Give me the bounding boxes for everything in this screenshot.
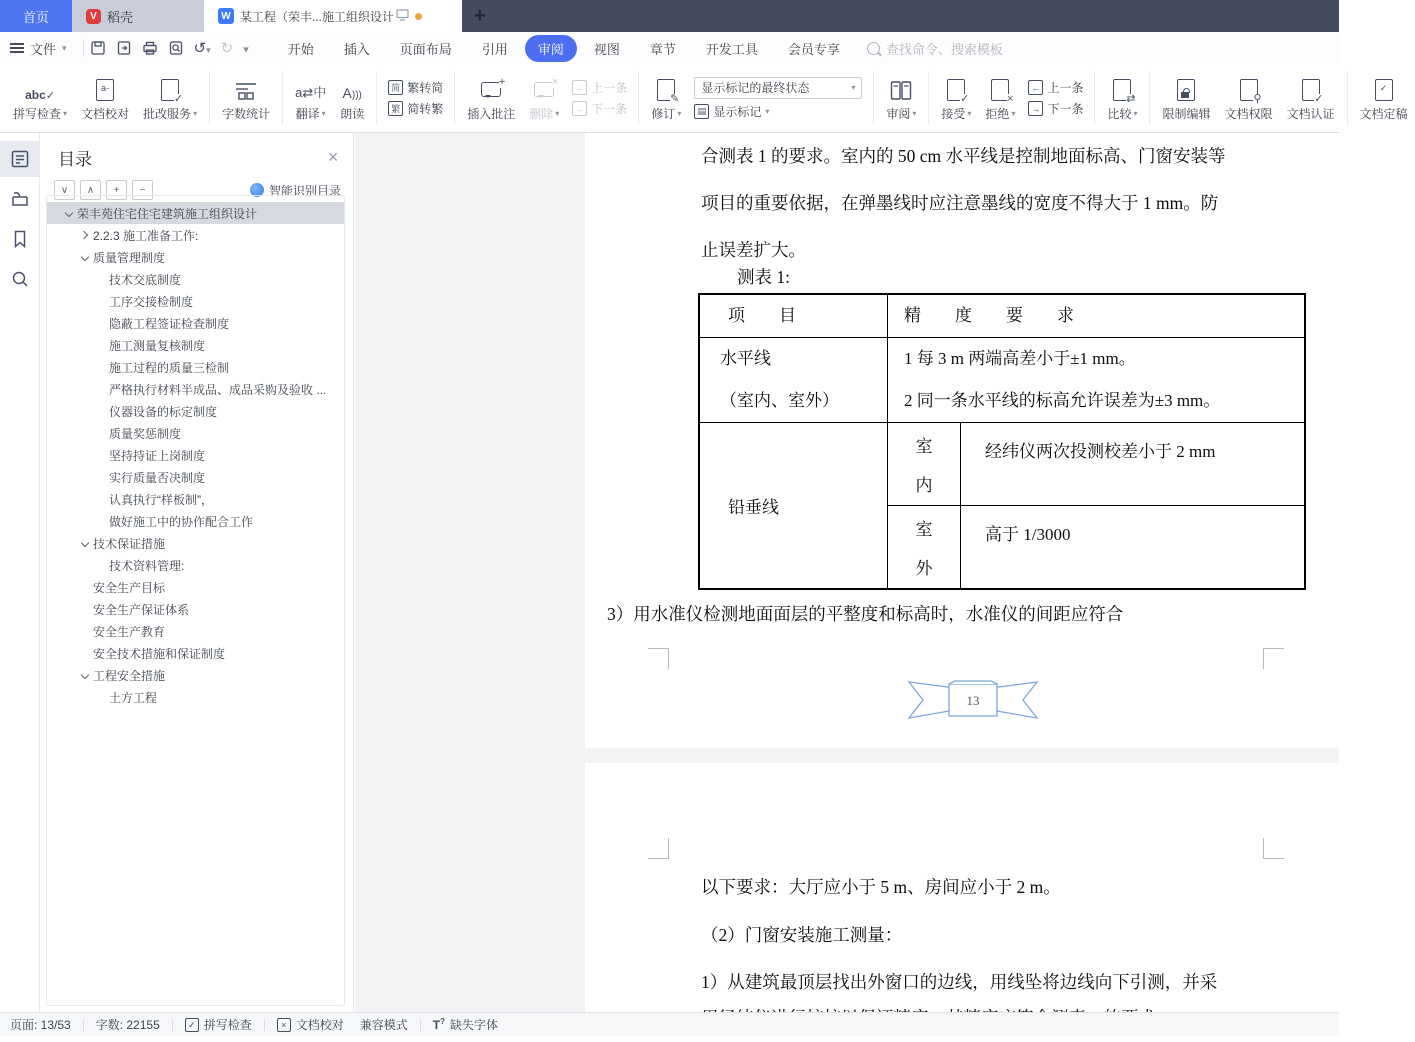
table-cell: 1 每 3 m 两端高差小于±1 mm。 (904, 349, 1136, 368)
toc-panel (40, 133, 354, 1012)
menu-review[interactable]: 审阅 (525, 35, 577, 62)
document-page-14[interactable] (585, 763, 1339, 1012)
restrict-editing-icon (1177, 75, 1195, 101)
undo-icon[interactable]: ↺▾ (193, 39, 211, 57)
monitor-icon[interactable] (396, 9, 409, 24)
status-doc-proofing[interactable]: × 文档校对 (277, 1016, 344, 1033)
rail-bookmark-button[interactable] (0, 221, 40, 257)
toc-collapse-level-button[interactable]: − (132, 180, 153, 200)
toc-item-label: 安全生产教育 (93, 624, 166, 639)
insert-comment-icon: + (481, 75, 501, 101)
toc-item[interactable] (47, 554, 344, 576)
spell-check-icon: abc ✓ (25, 87, 55, 102)
page-indicator[interactable]: 页面: 13/53 (10, 1018, 71, 1032)
toc-item-label: 实行质量否决制度 (109, 470, 206, 485)
toc-item[interactable] (47, 620, 344, 642)
toc-item[interactable] (47, 268, 344, 290)
toc-item-label: 坚持持证上岗制度 (109, 448, 206, 463)
menu-items (275, 35, 853, 62)
next-change-button[interactable]: → 下一条 (1028, 100, 1083, 117)
toc-item[interactable] (47, 488, 344, 510)
table-cell: 室 外 (888, 506, 961, 588)
table-cell: 2 同一条水平线的标高允许误差为±3 mm。 (904, 391, 1221, 410)
rail-search-button[interactable] (0, 261, 40, 297)
toc-item-label: 安全生产保证体系 (93, 602, 190, 617)
menu-start[interactable]: 开始 (287, 41, 314, 57)
toc-item[interactable] (47, 334, 344, 356)
toc-item-label: 质量奖惩制度 (109, 426, 182, 441)
toc-item-label: 技术保证措施 (93, 536, 166, 551)
toc-item[interactable] (47, 312, 344, 334)
toc-item[interactable] (47, 466, 344, 488)
toc-item-label: 施工测量复核制度 (109, 338, 206, 353)
toc-item[interactable] (47, 686, 344, 708)
export-pdf-icon[interactable] (116, 40, 132, 56)
toc-item[interactable] (47, 444, 344, 466)
file-menu[interactable]: 文件 (30, 41, 57, 57)
prev-change-icon: ← (1028, 80, 1043, 95)
chevron-down-icon[interactable] (63, 206, 77, 220)
paragraph: 1）从建筑最顶层找出外窗口的边线，用线坠将边线向下引测，并采 (701, 972, 1218, 992)
translate-icon: a⇄中 (295, 84, 327, 100)
wps-writer-icon: W (218, 8, 234, 24)
print-icon[interactable] (142, 40, 158, 56)
doc-proofing-status-icon: × (277, 1018, 291, 1032)
delete-comment-button[interactable]: × 删除 ▾ (529, 75, 560, 121)
toc-item-label: 荣丰苑住宅住宅建筑施工组织设计 (77, 206, 258, 221)
missing-font-indicator[interactable]: T? 缺失字体 (432, 1017, 499, 1032)
window-tab-bar (0, 0, 1339, 32)
menu-section[interactable]: 章节 (649, 41, 676, 57)
smart-recognize-toc-button[interactable]: 智能识别目录 (250, 182, 341, 199)
traditional-char-icon: 繁 (388, 101, 403, 116)
paragraph: 止误差扩大。 (701, 240, 806, 260)
find-icon (10, 269, 30, 289)
doc-certify-button[interactable]: ✓ 文档认证 (1280, 75, 1342, 122)
table-caption: 测表 1: (737, 267, 790, 287)
search-icon (867, 42, 880, 55)
new-tab-button[interactable]: + (474, 4, 486, 27)
chevron-right-icon[interactable] (79, 228, 93, 242)
status-bar (0, 1012, 1339, 1036)
toc-expand-level-button[interactable]: + (106, 180, 127, 200)
reject-change-icon: × (991, 75, 1009, 101)
compare-icon: ⇄ (1113, 75, 1131, 101)
word-count-button[interactable]: 字数统计 (215, 75, 277, 122)
doc-proofing-button[interactable]: a- 文档校对 (74, 75, 136, 122)
save-icon[interactable] (90, 40, 106, 56)
status-spell-check[interactable]: ✓ 拼写检查 (185, 1016, 252, 1033)
read-aloud-button[interactable]: A ))) 朗读 (333, 75, 371, 122)
spell-check-status-icon: ✓ (185, 1018, 199, 1032)
table-cell: 铅垂线 (728, 498, 779, 517)
print-preview-icon[interactable] (168, 40, 184, 56)
toc-item[interactable] (47, 510, 344, 532)
tray-icon (10, 189, 30, 209)
menu-dev-tools[interactable]: 开发工具 (705, 41, 758, 57)
menu-insert[interactable]: 插入 (343, 41, 370, 57)
toc-item-label: 工程安全措施 (93, 668, 166, 683)
word-count-icon (235, 75, 257, 101)
table-cell: 室 内 (888, 423, 961, 505)
margin-corner-mark (648, 838, 669, 859)
toc-item[interactable] (47, 246, 344, 268)
toc-item[interactable] (47, 422, 344, 444)
paragraph: 项目的重要依据，在弹墨线时应注意墨线的宽度不得大于 1 mm。防 (701, 193, 1219, 213)
review-panel-button[interactable]: 审阅 ▾ (879, 75, 923, 122)
hamburger-menu-icon[interactable] (10, 41, 24, 56)
toc-item-label: 工序交接检制度 (109, 294, 194, 309)
toc-expand-all-button[interactable]: ∨ (54, 180, 75, 200)
insert-comment-button[interactable]: + 插入批注 (467, 75, 516, 121)
review-panel-icon (890, 75, 912, 101)
doc-permission-icon: ⚲ (1240, 75, 1258, 101)
margin-corner-mark (648, 648, 669, 669)
toc-item[interactable] (47, 400, 344, 422)
unsaved-indicator-dot (415, 13, 422, 20)
toc-item-label: 认真执行“样板制”， (109, 492, 213, 507)
track-changes-icon: ✎ (657, 75, 675, 101)
paragraph: 3）用水准仪检测地面面层的平整度和标高时，水准仪的间距应符合 (607, 604, 1124, 624)
toc-item-label: 隐蔽工程签证检查制度 (109, 316, 230, 331)
margin-corner-mark (1263, 648, 1284, 669)
reject-change-button[interactable]: × 拒绝 ▾ (978, 75, 1022, 122)
doc-certify-icon: ✓ (1302, 75, 1320, 101)
prev-comment-icon: ← (572, 80, 587, 95)
next-comment-button[interactable]: → 下一条 (572, 100, 627, 117)
compare-button[interactable]: ⇄ 比较 ▾ (1100, 75, 1144, 122)
simplified-char-icon: 简 (388, 80, 403, 95)
toc-item[interactable] (47, 202, 344, 224)
toc-item-label: 安全技术措施和保证制度 (93, 646, 226, 661)
table-cell: 水平线 (720, 349, 771, 368)
accept-change-button[interactable]: ✓ 接受 ▾ (934, 75, 978, 122)
previous-change-button[interactable]: ← 上一条 (1028, 79, 1083, 96)
correction-service-icon: ✓ (161, 75, 179, 101)
toc-item[interactable] (47, 378, 344, 400)
precision-table (698, 293, 1306, 590)
toc-item-label: 施工过程的质量三检制 (109, 360, 230, 375)
toc-item-label: 严格执行材料半成品、成品采购及验收 ... (109, 382, 327, 397)
toc-item-label: 做好施工中的协作配合工作 (109, 514, 254, 529)
document-workspace (355, 133, 1339, 1012)
next-comment-icon: → (572, 101, 587, 116)
paragraph: 以下要求：大厅应小于 5 m、房间应小于 2 m。 (701, 877, 1061, 897)
page-number-ribbon (903, 675, 1043, 730)
show-markup-icon: ▤ (694, 104, 709, 119)
page-number-text: 13 (966, 693, 980, 708)
toc-item[interactable] (47, 532, 344, 554)
table-header-item: 项 目 (700, 295, 888, 337)
toc-item[interactable] (47, 576, 344, 598)
toc-item[interactable] (47, 642, 344, 664)
toc-item-label: 技术交底制度 (109, 272, 182, 287)
doc-proofing-icon: a- (96, 75, 114, 101)
main-area (0, 133, 1339, 1012)
margin-corner-mark (1263, 838, 1284, 859)
menu-page-layout[interactable]: 页面布局 (399, 41, 452, 57)
command-search-input[interactable]: 查找命令、搜索模板 (867, 39, 1003, 58)
correction-service-button[interactable]: ✓ 批改服务 ▾ (136, 75, 204, 122)
simplified-to-traditional-button[interactable]: 繁 简转繁 (388, 100, 443, 117)
paragraph: 合测表 1 的要求。室内的 50 cm 水平线是控制地面标高、门窗安装等 (701, 146, 1226, 166)
toc-item-label: 土方工程 (109, 690, 158, 705)
read-aloud-icon: A ))) (342, 84, 362, 101)
docer-logo-icon: V (86, 9, 101, 24)
table-cell: 经纬仪两次投测校差小于 2 mm (985, 442, 1216, 461)
doc-finalize-icon: ✓ (1375, 75, 1393, 101)
review-ribbon-toolbar (0, 64, 1408, 133)
table-header-requirement: 精 度 要 求 (904, 306, 1074, 325)
document-page-13[interactable] (585, 133, 1339, 748)
paragraph: （2）门窗安装施工测量： (701, 925, 903, 945)
menu-view[interactable]: 视图 (593, 41, 620, 57)
toc-item[interactable] (47, 290, 344, 312)
redo-icon[interactable]: ↻ (220, 39, 234, 57)
toc-item-label: 仪器设备的标定制度 (109, 404, 218, 419)
chevron-down-icon[interactable] (79, 536, 93, 550)
docer-tab[interactable]: V 稻壳 (72, 0, 204, 32)
traditional-to-simplified-button[interactable]: 简 繁转简 (388, 79, 443, 96)
document-tab[interactable] (204, 0, 462, 32)
file-menu-caret-icon[interactable]: ▾ (62, 42, 67, 53)
toc-item-label: 技术资料管理: (109, 558, 185, 573)
toc-panel-title: 目录 (58, 150, 92, 169)
toc-item[interactable] (47, 356, 344, 378)
toc-item[interactable] (47, 224, 344, 246)
table-cell: （室内、室外） (720, 391, 839, 410)
toc-item[interactable] (47, 664, 344, 686)
toc-close-icon[interactable]: ✕ (327, 149, 339, 165)
markup-state-dropdown[interactable]: 显示标记的最终状态 ▾ (694, 77, 862, 99)
table-cell: 高于 1/3000 (985, 525, 1071, 544)
toc-outline-icon (10, 149, 30, 169)
bookmark-icon (11, 229, 29, 249)
sidebar-icon-rail (0, 133, 40, 1012)
doc-permission-button[interactable]: ⚲ 文档权限 (1218, 75, 1280, 122)
delete-comment-icon: × (534, 75, 554, 101)
toc-tree (46, 195, 345, 1006)
doc-finalize-button[interactable]: ✓ 文档定稿 (1353, 75, 1415, 122)
rail-toc-button[interactable] (0, 141, 40, 177)
track-changes-button[interactable]: ✎ 修订 ▾ (644, 75, 688, 122)
rail-tray-button[interactable] (0, 181, 40, 217)
toolbar-collapse-icon[interactable]: ▾ (243, 43, 249, 56)
chevron-down-icon[interactable] (79, 250, 93, 264)
document-tab-title: 某工程（荣丰...施工组织设计 (240, 9, 395, 24)
toc-item-label: 质量管理制度 (93, 250, 166, 265)
missing-font-icon: T? (432, 1017, 446, 1032)
menu-member[interactable]: 会员专享 (787, 41, 840, 57)
compatibility-mode-indicator[interactable]: 兼容模式 (359, 1018, 408, 1032)
show-markup-button[interactable]: ▤ 显示标记 ▾ (694, 103, 862, 120)
toc-item-label: 2.2.3 施工准备工作: (93, 228, 199, 243)
toc-item-label: 安全生产目标 (93, 580, 166, 595)
next-change-icon: → (1028, 101, 1043, 116)
translate-button[interactable]: a⇄中 翻译 ▾ (288, 75, 333, 122)
previous-comment-button[interactable]: ← 上一条 (572, 79, 627, 96)
word-count-indicator[interactable]: 字数: 22155 (95, 1018, 160, 1032)
chevron-down-icon[interactable] (79, 668, 93, 682)
toc-item[interactable] (47, 598, 344, 620)
menu-references[interactable]: 引用 (481, 41, 508, 57)
accept-change-icon: ✓ (947, 75, 965, 101)
restrict-editing-button[interactable]: 限制编辑 (1155, 75, 1217, 122)
home-tab[interactable]: 首页 (0, 0, 72, 32)
menu-bar (0, 32, 1339, 64)
toc-collapse-all-button[interactable]: ∧ (80, 180, 101, 200)
spell-check-button[interactable]: abc ✓ 拼写检查 ▾ (6, 75, 74, 122)
